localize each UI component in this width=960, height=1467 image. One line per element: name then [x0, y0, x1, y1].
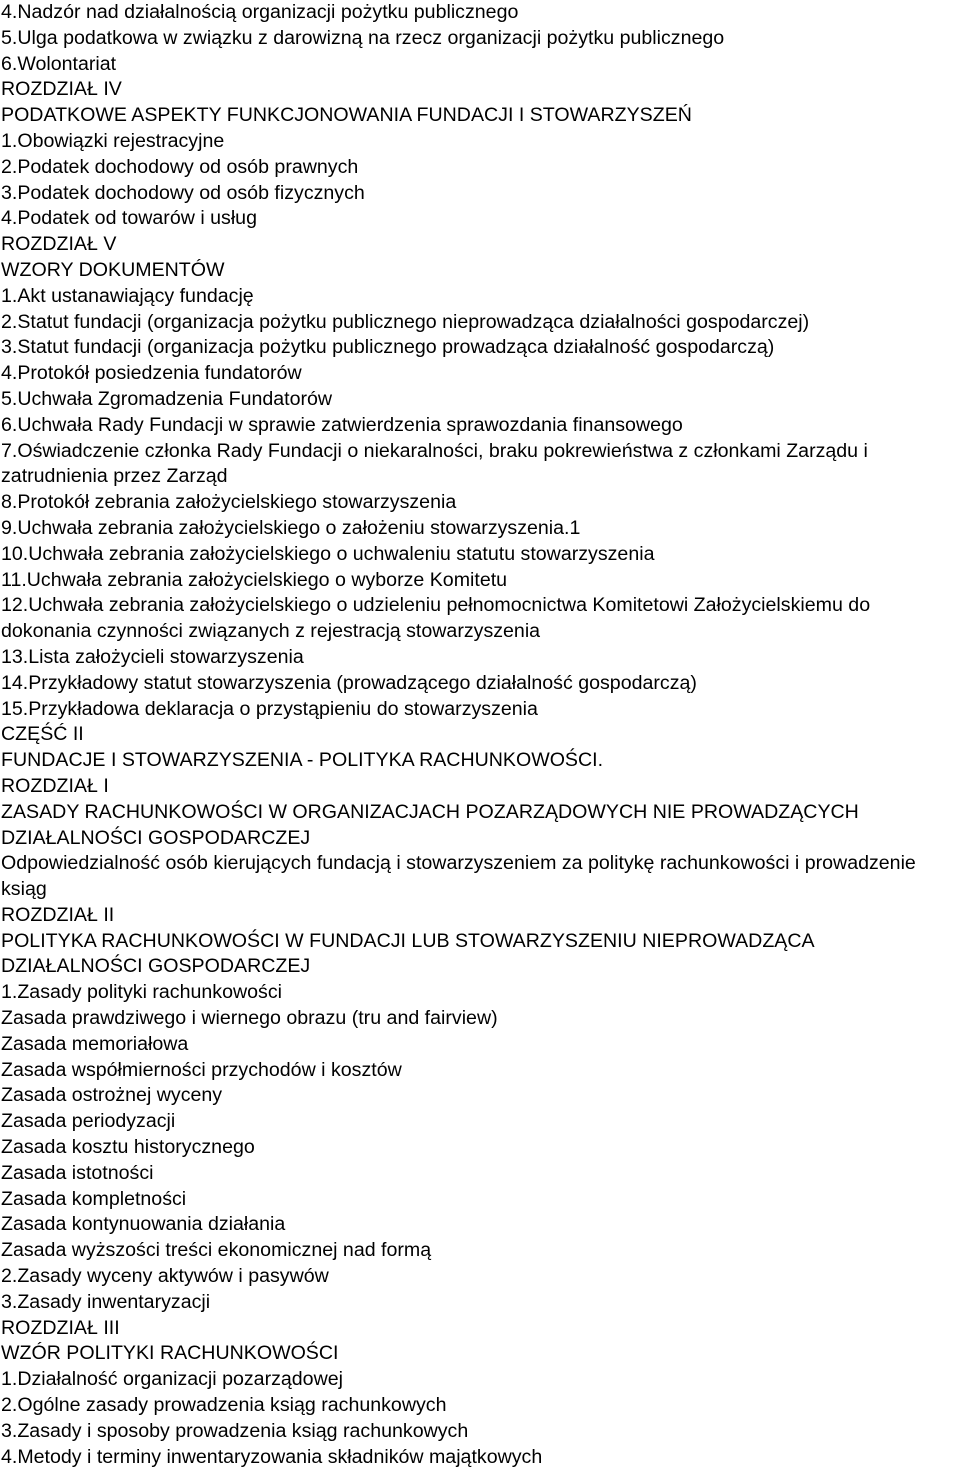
toc-line: 2.Statut fundacji (organizacja pożytku publicznego nieprowadząca działalności gospodarczej): [1, 310, 810, 333]
toc-line: Zasada wyższości treści ekonomicznej nad formą: [1, 1239, 432, 1262]
toc-line: 1.Zasady polityki rachunkowości: [1, 981, 282, 1004]
chapter-heading: ROZDZIAŁ II: [1, 903, 115, 926]
chapter-title: WZORY DOKUMENTÓW: [1, 258, 225, 281]
toc-line: 4.Metody i terminy inwentaryzowania składników majątkowych: [1, 1445, 543, 1467]
toc-line: 2.Podatek dochodowy od osób prawnych: [1, 155, 359, 178]
toc-line: 10.Uchwała zebrania założycielskiego o uchwaleniu statutu stowarzyszenia: [1, 542, 655, 565]
chapter-title: POLITYKA RACHUNKOWOŚCI W FUNDACJI LUB STOWARZYSZENIU NIEPROWADZĄCA DZIAŁALNOŚCI GOSPODARCZEJ: [1, 929, 814, 978]
toc-line: Zasada periodyzacji: [1, 1110, 176, 1133]
toc-line: 5.Uchwała Zgromadzenia Fundatorów: [1, 387, 333, 410]
toc-line: Zasada prawdziwego i wiernego obrazu (tru and fairview): [1, 1007, 498, 1030]
chapter-title: WZÓR POLITYKI RACHUNKOWOŚCI: [1, 1342, 339, 1365]
toc-line: 3.Zasady inwentaryzacji: [1, 1290, 211, 1313]
toc-line: Zasada istotności: [1, 1161, 154, 1184]
toc-line: 5.Ulga podatkowa w związku z darowizną na rzecz organizacji pożytku publicznego: [1, 26, 725, 49]
part-title: FUNDACJE I STOWARZYSZENIA - POLITYKA RACHUNKOWOŚCI.: [1, 749, 604, 772]
toc-line: 3.Statut fundacji (organizacja pożytku publicznego prowadząca działalność gospodarczą): [1, 336, 775, 359]
chapter-heading: ROZDZIAŁ IV: [1, 78, 122, 101]
toc-line: 14.Przykładowy statut stowarzyszenia (prowadzącego działalność gospodarczą): [1, 671, 697, 694]
toc-line: Zasada ostrożnej wyceny: [1, 1084, 223, 1107]
toc-line: 3.Podatek dochodowy od osób fizycznych: [1, 181, 365, 204]
toc-line: Zasada kompletności: [1, 1187, 187, 1210]
toc-line: 1.Działalność organizacji pozarządowej: [1, 1368, 343, 1391]
chapter-title: PODATKOWE ASPEKTY FUNKCJONOWANIA FUNDACJI I STOWARZYSZEŃ: [1, 104, 692, 127]
toc-line: Zasada współmierności przychodów i kosztów: [1, 1058, 402, 1081]
toc-line: 7.Oświadczenie członka Rady Fundacji o niekaralności, braku pokrewieństwa z członkami Zarządu i zatrudnienia przez Zarząd: [1, 439, 868, 488]
toc-line: 6.Wolontariat: [1, 52, 117, 75]
part-heading: CZĘŚĆ II: [1, 723, 84, 746]
chapter-heading: ROZDZIAŁ V: [1, 233, 117, 256]
toc-line: 3.Zasady i sposoby prowadzenia ksiąg rachunkowych: [1, 1419, 469, 1442]
chapter-title: ZASADY RACHUNKOWOŚCI W ORGANIZACJACH POZARZĄDOWYCH NIE PROWADZĄCYCH DZIAŁALNOŚCI GOSPODARCZEJ: [1, 800, 859, 849]
toc-line: 11.Uchwała zebrania założycielskiego o wyborze Komitetu: [1, 568, 508, 591]
toc-line: Zasada memoriałowa: [1, 1032, 189, 1055]
toc-line: 4.Protokół posiedzenia fundatorów: [1, 362, 302, 385]
toc-line: 1.Obowiązki rejestracyjne: [1, 129, 225, 152]
toc-line: 2.Zasady wyceny aktywów i pasywów: [1, 1265, 329, 1288]
toc-line: 1.Akt ustanawiający fundację: [1, 284, 254, 307]
toc-line: Zasada kontynuowania działania: [1, 1213, 286, 1236]
toc-line: 12.Uchwała zebrania założycielskiego o udzieleniu pełnomocnictwa Komitetowi Założycielskiemu do dokonania czynności związanych z rejestracją stowarzyszenia: [1, 594, 871, 643]
toc-line: 6.Uchwała Rady Fundacji w sprawie zatwierdzenia sprawozdania finansowego: [1, 413, 683, 436]
toc-line: 4.Podatek od towarów i usług: [1, 207, 257, 230]
toc-line: 2.Ogólne zasady prowadzenia ksiąg rachunkowych: [1, 1394, 447, 1417]
toc-line: 4.Nadzór nad działalnością organizacji pożytku publicznego: [1, 1, 519, 23]
toc-line: Zasada kosztu historycznego: [1, 1136, 255, 1159]
chapter-heading: ROZDZIAŁ III: [1, 1316, 120, 1339]
toc-line: 13.Lista założycieli stowarzyszenia: [1, 645, 304, 668]
toc-line: 8.Protokół zebrania założycielskiego stowarzyszenia: [1, 491, 457, 514]
toc-line: 15.Przykładowa deklaracja o przystąpieniu do stowarzyszenia: [1, 697, 538, 720]
chapter-heading: ROZDZIAŁ I: [1, 774, 109, 797]
toc-line: 9.Uchwała zebrania założycielskiego o założeniu stowarzyszenia.1: [1, 516, 581, 539]
toc-line: Odpowiedzialność osób kierujących fundacją i stowarzyszeniem za politykę rachunkowości i prowadzenie ksiąg: [1, 852, 916, 901]
